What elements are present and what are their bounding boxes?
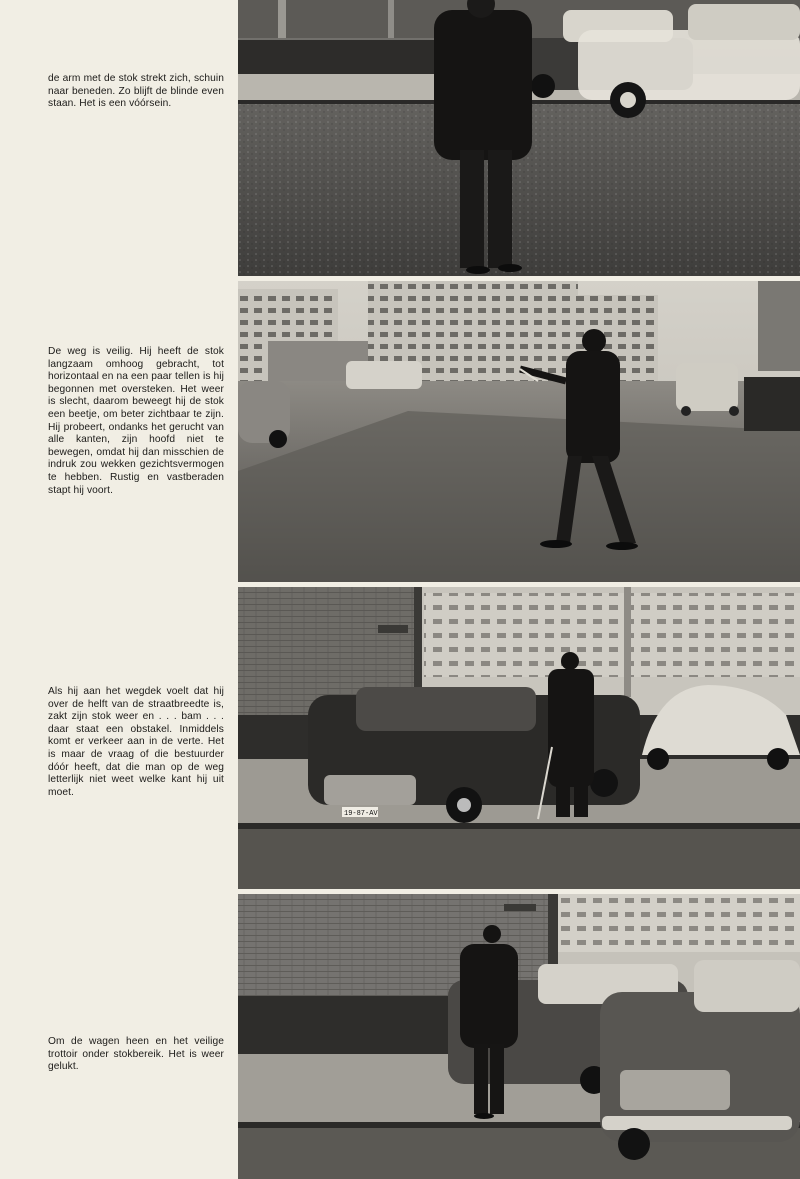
photo-obstacle-car (238, 587, 800, 889)
caption-1: de arm met de stok strekt zich, schuin naar beneden. Zo blijft de blinde even staan. Het is een vóórsein. (48, 73, 224, 110)
photo-blind-man-roadside (238, 0, 800, 276)
caption-4: Om de wagen heen en het veilige trottoir onder stokbereik. Het is weer gelukt. (48, 1036, 224, 1073)
photo-crossing-with-stick (238, 281, 800, 582)
caption-3: Als hij aan het wegdek voelt dat hij over de helft van de straatbreedte is, zakt zijn stok weer en . . . bam . . . daar staat een obstakel. Inmiddels komt er verkeer aan in de verte. Het is maar de vraag of die bestuurder dóór heeft, dat die man op de weg letterlijk niet weet welke kant hij uit moet. (48, 686, 224, 798)
license-plate: 19-87-AV (344, 810, 378, 818)
text-column (0, 0, 238, 1179)
caption-2: De weg is veilig. Hij heeft de stok langzaam omhoog gebracht, tot horizontaal en na een paar tellen is hij begonnen met oversteken. Het weer is slecht, daarom beweegt hij de stok een beetje, om beter zichtbaar te zijn. Hij probeert, ondanks het gerucht van alle kanten, zijn hoofd niet te bewegen, omdat hij dan misschien de indruk zou wekken gezichtsvermogen te hebben. Rustig en vastberaden stapt hij voort. (48, 346, 224, 496)
photo-safe-on-pavement (238, 894, 800, 1179)
